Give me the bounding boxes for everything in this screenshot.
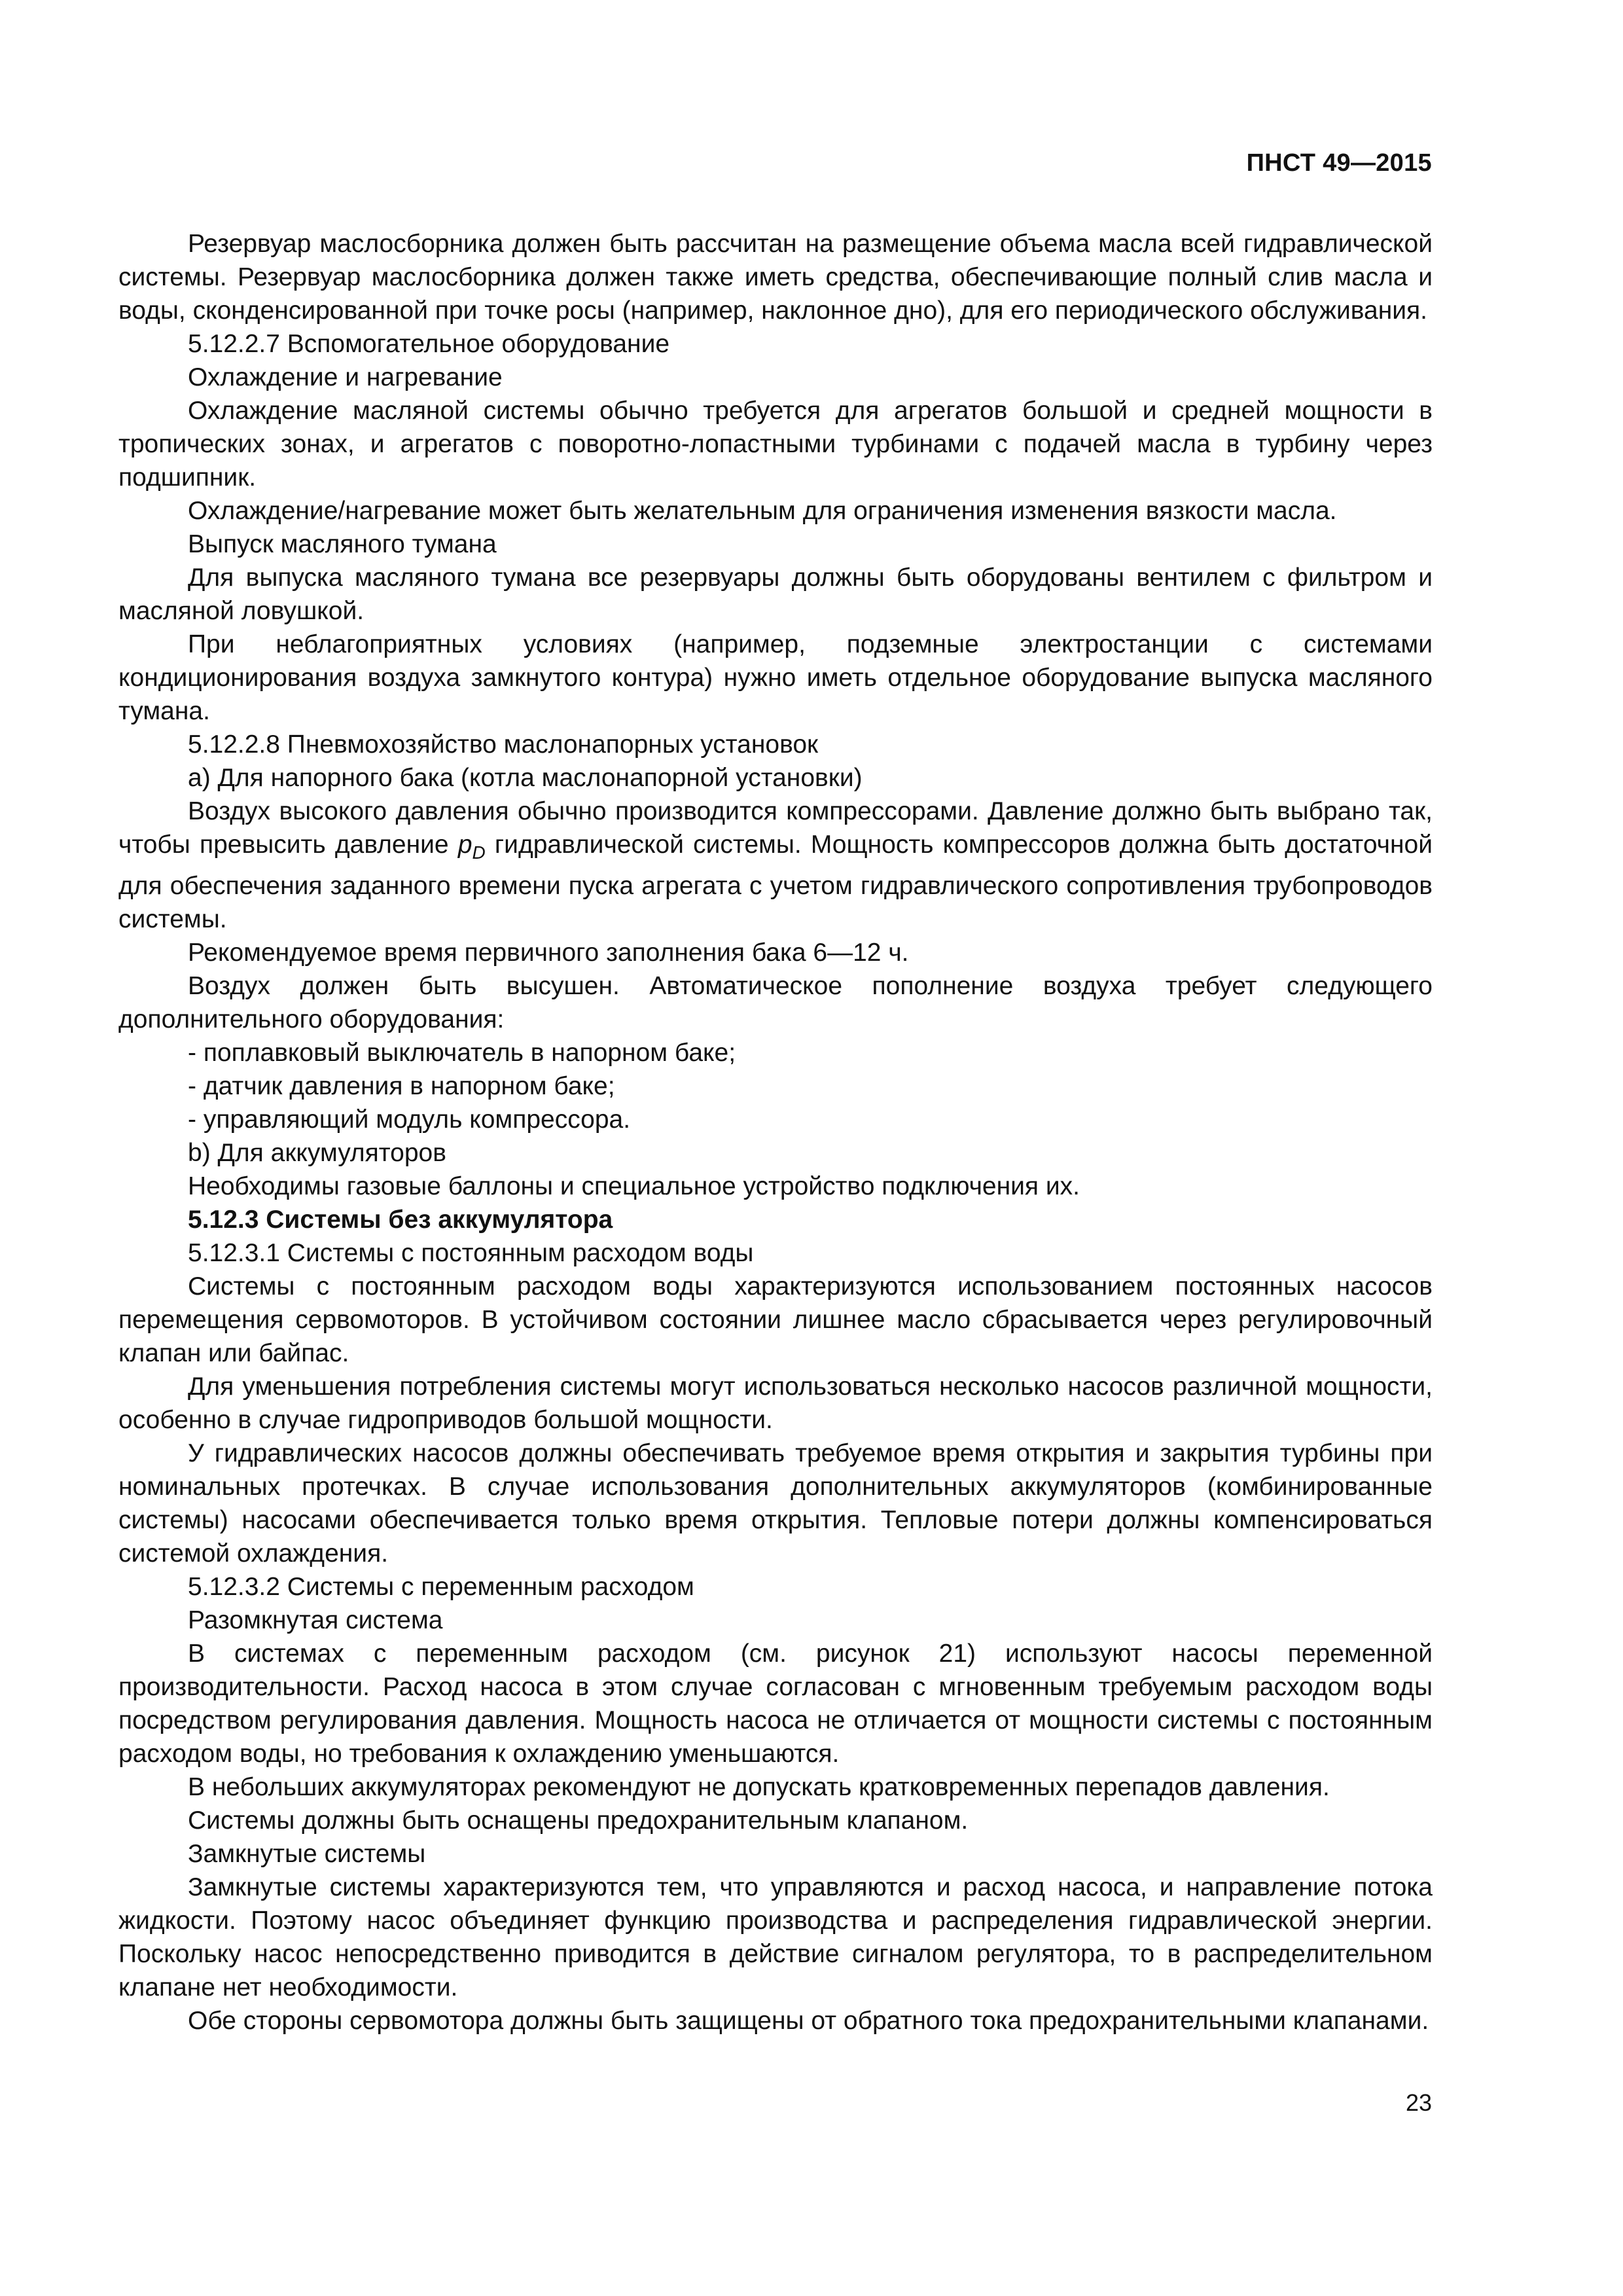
subsection-heading: 5.12.2.8 Пневмохозяйство маслонапорных установок — [188, 730, 819, 759]
pressure-text-after: гидравлической системы. Мощность компрессоров должна быть достаточной для обеспечения заданного времени пуска агрегата с учетом гидравлического сопротивления трубопроводов системы. — [118, 831, 1433, 933]
pressure-text-before: Воздух высокого давления обычно производится компрессорами. Давление должно быть выбрано так, чтобы превысить давление — [118, 797, 1433, 859]
subsection-heading: 5.12.3.1 Системы с постоянным расходом воды — [188, 1239, 754, 1267]
list-item: - датчик давления в напорном баке; — [188, 1072, 615, 1100]
paragraph: Замкнутые системы характеризуются тем, что управляются и расход насоса, и направление потока жидкости. Поэтому насос объединяет функцию производства и распределения гидравлической энергии. Поскольку насос непосредственно приводится в действие сигналом регулятора, то в распределительном клапане нет необходимости. — [118, 1873, 1433, 2001]
topic-heading: Замкнутые системы — [188, 1840, 426, 1868]
paragraph: В небольших аккумуляторах рекомендуют не допускать кратковременных перепадов давления. — [188, 1773, 1330, 1801]
list-heading: b) Для аккумуляторов — [188, 1139, 446, 1167]
paragraph: Системы с постоянным расходом воды характеризуются использованием постоянных насосов перемещения сервомоторов. В устойчивом состоянии лишнее масло сбрасывается через регулировочный клапан или байпас. — [118, 1272, 1433, 1367]
paragraph: При неблагоприятных условиях (например, подземные электростанции с системами кондиционирования воздуха замкнутого контура) нужно иметь отдельное оборудование выпуска масляного тумана. — [118, 630, 1433, 725]
paragraph: Для уменьшения потребления системы могут использоваться несколько насосов различной мощности, особенно в случае гидроприводов большой мощности. — [118, 1372, 1433, 1434]
paragraph: Необходимы газовые баллоны и специальное устройство подключения их. — [188, 1172, 1080, 1200]
list-item: - поплавковый выключатель в напорном баке; — [188, 1039, 736, 1067]
list-item: - управляющий модуль компрессора. — [188, 1105, 631, 1134]
document-code: ПНСТ 49—2015 — [1246, 149, 1432, 177]
pressure-paragraph — [118, 795, 1433, 936]
pressure-subscript: D — [472, 842, 486, 863]
paragraph: В системах с переменным расходом (см. рисунок 21) используют насосы переменной производительности. Расход насоса в этом случае согласован с мгновенным требуемым расходом воды посредством регулирования давления. Мощность насоса не отличается от мощности системы с постоянным расходом воды, но требования к охлаждению уменьшаются. — [118, 1640, 1433, 1768]
section-heading: 5.12.3 Системы без аккумулятора — [188, 1206, 613, 1234]
paragraph: Рекомендуемое время первичного заполнения бака 6—12 ч. — [188, 939, 909, 967]
subsection-heading: 5.12.3.2 Системы с переменным расходом — [188, 1573, 694, 1601]
list-heading: а) Для напорного бака (котла маслонапорной установки) — [188, 764, 863, 792]
subsection-heading: 5.12.2.7 Вспомогательное оборудование — [188, 330, 670, 358]
paragraph: Охлаждение масляной системы обычно требуется для агрегатов большой и средней мощности в тропических зонах, и агрегатов с поворотно-лопастными турбинами с подачей масла в турбину через подшипник. — [118, 397, 1433, 492]
paragraph: Системы должны быть оснащены предохранительным клапаном. — [188, 1806, 969, 1835]
paragraph: Резервуар маслосборника должен быть рассчитан на размещение объема масла всей гидравлической системы. Резервуар маслосборника должен также иметь средства, обеспечивающие полный слив масла и воды, сконденсированной при точке росы (например, наклонное дно), для его периодического обслуживания. — [118, 230, 1433, 325]
paragraph: Воздух должен быть высушен. Автоматическое пополнение воздуха требует следующего дополнительного оборудования: — [118, 972, 1433, 1033]
topic-heading: Выпуск масляного тумана — [188, 530, 497, 558]
paragraph: Обе стороны сервомотора должны быть защищены от обратного тока предохранительными клапанами. — [188, 2007, 1429, 2035]
document-body — [118, 227, 1433, 2037]
topic-heading: Охлаждение и нагревание — [188, 363, 503, 391]
topic-heading: Разомкнутая система — [188, 1606, 443, 1634]
page-number: 23 — [1405, 2089, 1432, 2116]
paragraph: Для выпуска масляного тумана все резервуары должны быть оборудованы вентилем с фильтром и масляной ловушкой. — [118, 564, 1433, 625]
paragraph: У гидравлических насосов должны обеспечивать требуемое время открытия и закрытия турбины при номинальных протечках. В случае использования дополнительных аккумуляторов (комбинированные системы) насосами обеспечивается только время открытия. Тепловые потери должны компенсироваться системой охлаждения. — [118, 1439, 1433, 1568]
paragraph: Охлаждение/нагревание может быть желательным для ограничения изменения вязкости масла. — [188, 497, 1337, 525]
pressure-symbol: p — [457, 831, 473, 859]
